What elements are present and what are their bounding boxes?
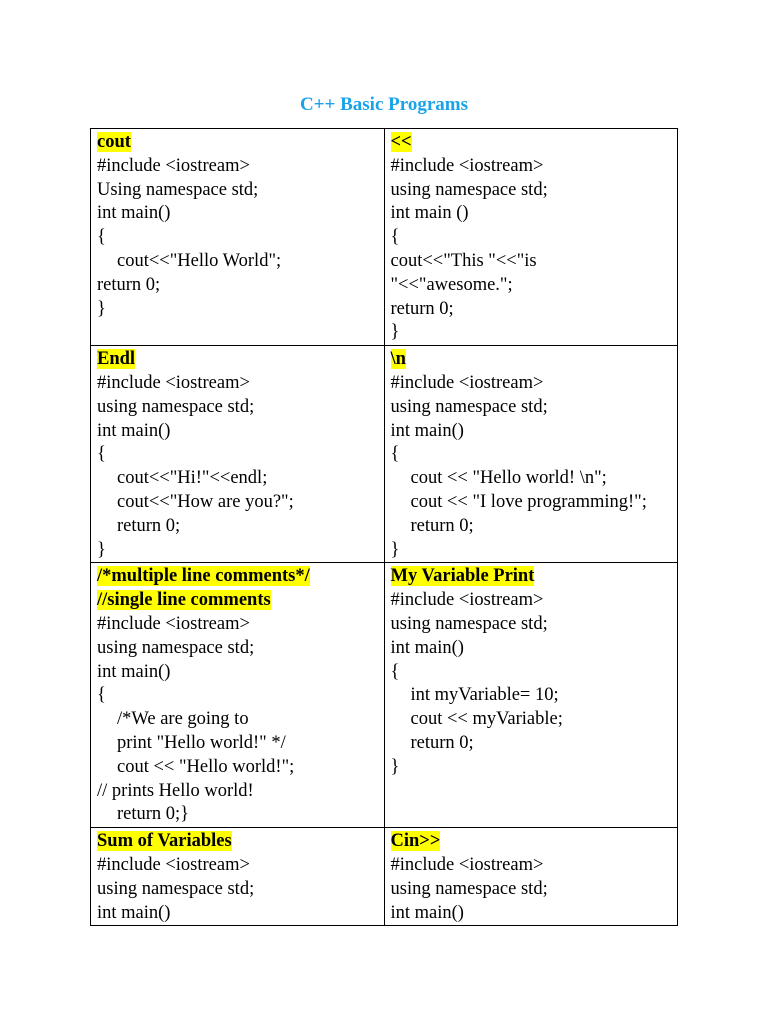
- code-line: #include <iostream>: [97, 854, 250, 875]
- table-row: [91, 563, 678, 828]
- program-cell: [384, 563, 678, 828]
- program-cell: [384, 828, 678, 926]
- table-row: [91, 828, 678, 926]
- code-line: using namespace std;: [390, 179, 548, 200]
- code-line: return 0;: [410, 732, 474, 753]
- code-line: #include <iostream>: [390, 372, 544, 393]
- code-line: #include <iostream>: [97, 613, 250, 634]
- code-line: cout<<"Hi!"<<endl;: [117, 468, 268, 489]
- code-line: return 0;: [390, 298, 454, 319]
- code-line: #include <iostream>: [390, 854, 544, 875]
- code-line: using namespace std;: [390, 396, 548, 417]
- code-line: cout << "I love programming!";: [410, 491, 647, 512]
- code-line: }: [97, 298, 106, 319]
- code-line: "<<"awesome.";: [390, 274, 513, 295]
- code-line: using namespace std;: [97, 637, 255, 658]
- code-line: {: [97, 227, 106, 248]
- code-line: #include <iostream>: [97, 155, 250, 176]
- code-line: }: [390, 756, 400, 777]
- programs-table: [90, 128, 678, 926]
- program-cell: [91, 129, 385, 346]
- code-line: return 0;}: [117, 804, 190, 825]
- page-title: C++ Basic Programs: [299, 94, 468, 115]
- code-line: int main(): [390, 902, 464, 923]
- program-cell: [384, 346, 678, 563]
- code-line: {: [390, 227, 400, 248]
- code-line: #include <iostream>: [390, 155, 544, 176]
- code-line: using namespace std;: [97, 396, 255, 417]
- code-line: {: [97, 685, 106, 706]
- code-line: print "Hello world!" */: [117, 732, 286, 753]
- program-cell: [91, 346, 385, 563]
- code-line: int main(): [97, 203, 171, 224]
- code-line: {: [97, 444, 106, 465]
- code-line: }: [390, 539, 400, 560]
- cell-heading: [97, 830, 378, 854]
- code-line: {: [390, 444, 400, 465]
- code-line: #include <iostream>: [390, 590, 544, 611]
- cell-heading-text: //single line comments: [97, 590, 271, 611]
- code-line: cout<<"Hello World";: [117, 250, 282, 271]
- table-row: [91, 346, 678, 563]
- code-line: int main(): [390, 637, 464, 658]
- code-line: {: [390, 661, 400, 682]
- program-cell: [384, 129, 678, 346]
- code-line: }: [390, 322, 400, 343]
- code-line: int main(): [97, 902, 171, 923]
- code-line: // prints Hello world!: [97, 780, 254, 801]
- code-line: int main (): [390, 203, 469, 224]
- cell-heading-text: Sum of Variables: [97, 831, 232, 852]
- code-line: cout << "Hello world! \n";: [410, 468, 607, 489]
- code-line: /*We are going to: [117, 709, 249, 730]
- cell-heading-text: /*multiple line comments*/: [97, 566, 310, 587]
- program-cell: [91, 563, 385, 828]
- cell-heading: [97, 131, 378, 155]
- cell-heading: [391, 830, 672, 854]
- code-line: Using namespace std;: [97, 179, 259, 200]
- cell-heading: [97, 565, 378, 589]
- code-line: cout << myVariable;: [410, 709, 563, 730]
- cell-heading: [391, 565, 672, 589]
- cell-heading-text: Cin>>: [390, 831, 441, 852]
- program-cell: [91, 828, 385, 926]
- code-line: return 0;: [117, 515, 181, 536]
- code-line: using namespace std;: [390, 878, 548, 899]
- code-line: cout<<"This "<<"is: [390, 250, 537, 271]
- table-row: [91, 129, 678, 346]
- cell-heading: [97, 348, 378, 372]
- code-line: }: [97, 539, 106, 560]
- cell-heading-text: Endl: [97, 349, 136, 370]
- code-line: int main(): [97, 661, 171, 682]
- cell-heading: [391, 131, 672, 155]
- cell-heading-text: \n: [390, 349, 406, 370]
- cell-heading-text: <<: [390, 132, 412, 152]
- code-line: cout << "Hello world!";: [117, 756, 295, 777]
- cell-heading-text: cout: [97, 132, 131, 152]
- cell-heading: [391, 348, 672, 372]
- code-line: int main(): [390, 420, 464, 441]
- code-line: return 0;: [97, 274, 161, 295]
- code-line: return 0;: [410, 515, 474, 536]
- cell-heading-text: My Variable Print: [390, 566, 535, 587]
- code-line: int myVariable= 10;: [410, 685, 559, 706]
- code-line: using namespace std;: [97, 878, 255, 899]
- code-line: int main(): [97, 420, 171, 441]
- code-line: using namespace std;: [390, 613, 548, 634]
- cell-heading: [97, 589, 378, 613]
- code-line: cout<<"How are you?";: [117, 491, 294, 512]
- code-line: #include <iostream>: [97, 372, 250, 393]
